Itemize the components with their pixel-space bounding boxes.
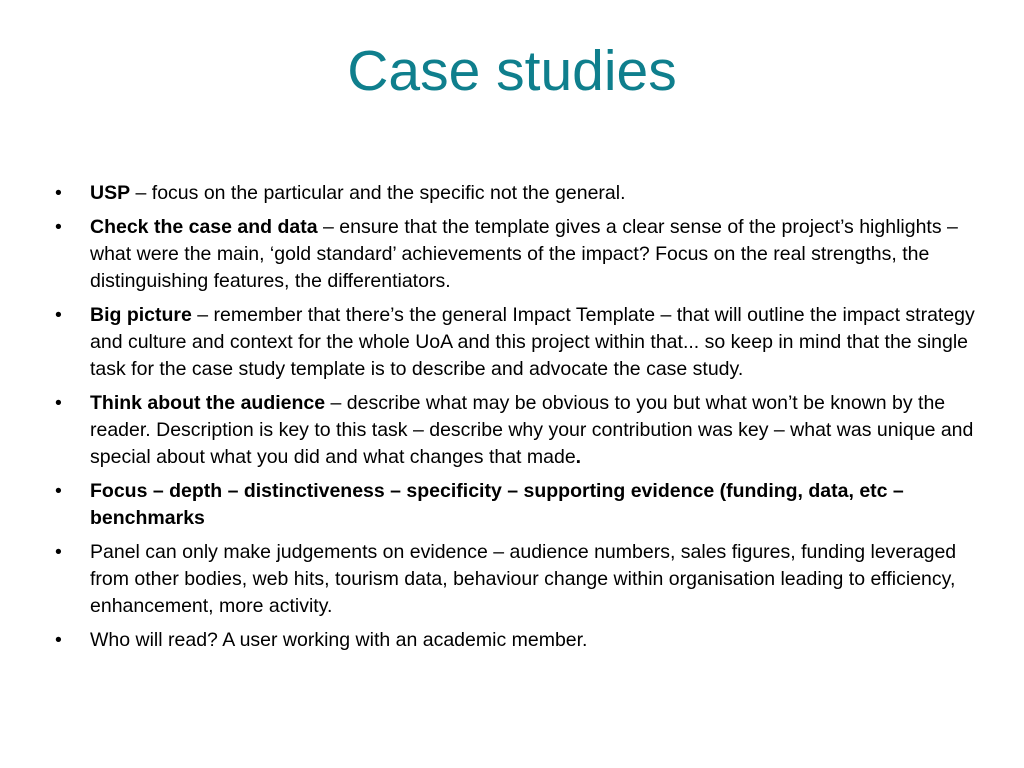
bullet-item-big-picture [55, 302, 975, 383]
bullet-text: Panel can only make judgements on evidence – audience numbers, sales figures, funding leveraged from other bodies, web hits, tourism data, behaviour change within organisation leading to efficiency, enhancement, more activity. [90, 541, 957, 617]
bullet-item-check-case [55, 214, 975, 295]
bullet-text: – remember that there’s the general Impact Template – that will outline the impact strategy and culture and context for the whole UoA and this project within that... so keep in mind that the single task for the case study template is to describe and advocate the case study. [90, 304, 975, 380]
bullet-heading: USP [90, 182, 131, 204]
bullet-marker: • [55, 182, 62, 204]
bullet-heading: Focus – depth – distinctiveness – specificity – supporting evidence (funding, data, etc – benchmarks [90, 480, 904, 529]
bullet-heading: Check the case and data [90, 216, 318, 238]
bullet-item-usp [55, 180, 975, 207]
bullet-heading: Big picture [90, 304, 192, 326]
bullet-text: – focus on the particular and the specific not the general. [130, 182, 626, 204]
bullet-end-mark: . [575, 446, 582, 468]
bullet-marker: • [55, 629, 62, 651]
bullet-marker: • [55, 216, 62, 238]
bullet-item-panel [55, 539, 975, 620]
slide-title: Case studies [347, 39, 677, 103]
bullet-item-who-reads [55, 627, 975, 654]
bullet-item-audience [55, 390, 975, 471]
bullet-text: – describe what may be obvious to you but what won’t be known by the reader. Description is key to this task – describe why your contribution was key – what was unique and special about what you did and what changes that made [90, 392, 974, 468]
bullet-marker: • [55, 541, 62, 563]
bullet-marker: • [55, 480, 62, 502]
bullet-marker: • [55, 304, 62, 326]
bullet-heading: Think about the audience [90, 392, 326, 414]
bullet-text: – ensure that the template gives a clear sense of the project’s highlights – what were the main, ‘gold standard’ achievements of the impact? Focus on the real strengths, the distinguishing features, the differentiators. [90, 216, 958, 292]
bullet-text: Who will read? A user working with an academic member. [90, 629, 588, 651]
bullet-list [55, 180, 975, 661]
bullet-marker: • [55, 392, 62, 414]
bullet-item-focus [55, 478, 975, 532]
